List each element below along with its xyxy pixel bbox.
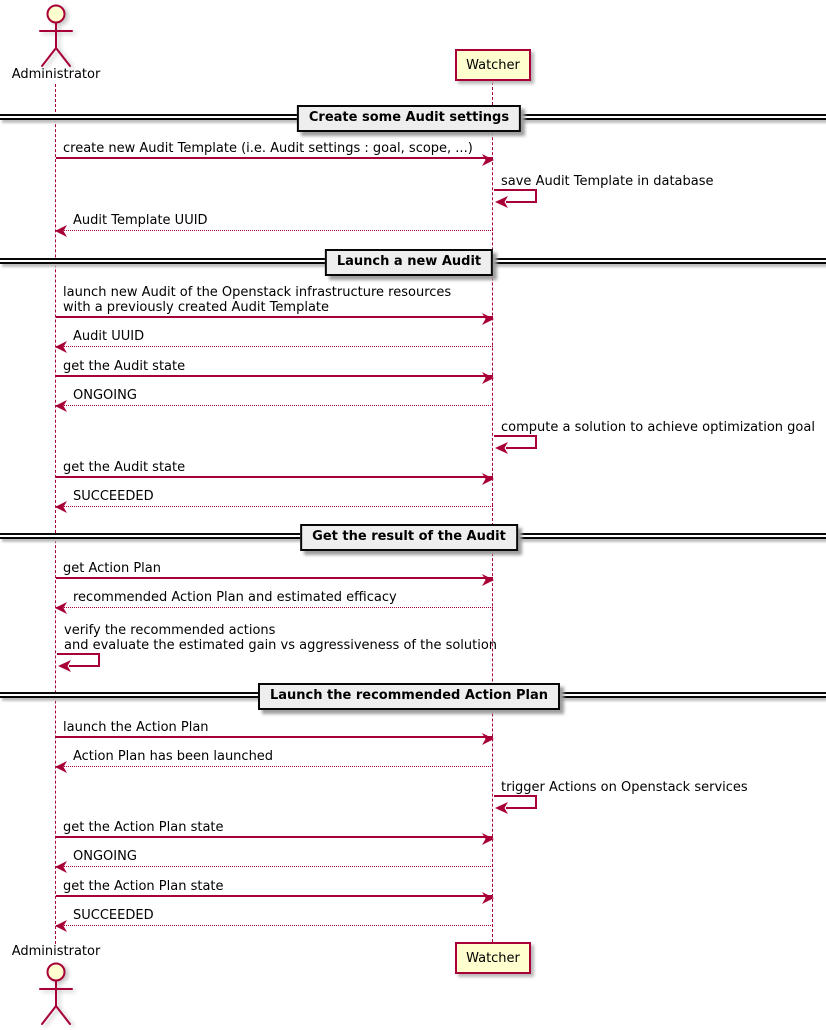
message-label-line: recommended Action Plan and estimated efficacy xyxy=(73,590,397,605)
self-message-loop xyxy=(493,435,541,455)
arrowhead-right-icon xyxy=(481,832,495,846)
section-divider-box xyxy=(258,683,560,710)
message-label xyxy=(73,749,273,764)
message-label xyxy=(63,879,224,894)
participant-label-watcher-top: Watcher xyxy=(466,57,520,73)
arrowhead-right-icon xyxy=(481,472,495,486)
message-arrow xyxy=(56,736,493,738)
arrowhead-left-icon xyxy=(54,601,68,615)
message-label xyxy=(63,141,473,156)
section-divider-label: Create some Audit settings xyxy=(308,110,510,125)
self-message-loop xyxy=(493,189,541,209)
message-arrow xyxy=(56,836,493,838)
self-message-label-line: compute a solution to achieve optimization goal xyxy=(501,420,815,435)
message-arrow xyxy=(56,766,493,767)
arrowhead-left-icon xyxy=(54,919,68,933)
message-label xyxy=(73,590,397,605)
message-label-line: get the Audit state xyxy=(63,460,186,475)
arrowhead-left-icon xyxy=(54,399,68,413)
self-message-label xyxy=(64,623,497,653)
self-message-loop xyxy=(493,795,541,815)
arrowhead-left-icon xyxy=(54,340,68,354)
message-label xyxy=(63,359,185,374)
arrowhead-left-icon xyxy=(54,860,68,874)
message-label-line: Audit Template UUID xyxy=(73,213,208,228)
message-label xyxy=(63,285,451,315)
arrowhead-right-icon xyxy=(481,891,495,905)
message-label xyxy=(63,561,161,576)
message-label-line: get the Action Plan state xyxy=(63,879,224,894)
section-divider-box xyxy=(297,105,521,132)
message-label-line: get Action Plan xyxy=(63,561,161,576)
message-label xyxy=(73,489,154,504)
message-label-line: launch new Audit of the Openstack infrastructure resources xyxy=(63,285,452,300)
message-label-line: create new Audit Template (i.e. Audit settings : goal, scope, ...) xyxy=(63,141,473,156)
section-divider-box xyxy=(325,249,493,276)
message-label-line: Action Plan has been launched xyxy=(73,749,274,764)
arrowhead-right-icon xyxy=(481,153,495,167)
message-arrow xyxy=(56,405,493,406)
arrowhead-right-icon xyxy=(481,573,495,587)
arrowhead-right-icon xyxy=(481,371,495,385)
message-label-line: Audit UUID xyxy=(73,329,145,344)
section-divider-label: Launch a new Audit xyxy=(336,254,482,269)
section-divider-label: Get the result of the Audit xyxy=(312,529,506,544)
message-label xyxy=(73,908,154,923)
message-arrow xyxy=(56,476,493,478)
self-message-loop xyxy=(56,653,104,673)
message-label-line: SUCCEEDED xyxy=(73,489,154,504)
self-message-label-line: and evaluate the estimated gain vs aggressiveness of the solution xyxy=(64,638,498,653)
message-label-line: get the Action Plan state xyxy=(63,820,224,835)
message-label xyxy=(73,388,137,403)
message-label xyxy=(73,849,137,864)
actor-icon-administrator-bottom xyxy=(31,958,81,1026)
message-arrow xyxy=(56,157,493,159)
actor-label-administrator-top: Administrator xyxy=(11,67,101,82)
self-message-label-line: save Audit Template in database xyxy=(501,174,714,189)
message-label-line: get the Audit state xyxy=(63,359,186,374)
self-message-label xyxy=(501,780,748,795)
lifeline-administrator xyxy=(55,84,56,944)
section-divider-label: Launch the recommended Action Plan xyxy=(269,688,549,703)
message-arrow xyxy=(56,607,493,608)
message-arrow xyxy=(56,506,493,507)
arrowhead-left-icon xyxy=(54,760,68,774)
message-label-line: launch the Action Plan xyxy=(63,720,209,735)
message-arrow xyxy=(56,895,493,897)
message-arrow xyxy=(56,866,493,867)
self-message-label xyxy=(501,420,815,435)
self-message-label-line: verify the recommended actions xyxy=(64,623,276,638)
arrowhead-right-icon xyxy=(481,312,495,326)
message-arrow xyxy=(56,346,493,347)
message-label xyxy=(63,820,224,835)
message-label xyxy=(63,460,185,475)
participant-box-watcher-top xyxy=(455,49,531,81)
participant-box-watcher-bottom xyxy=(455,942,531,974)
message-label xyxy=(73,213,208,228)
message-arrow xyxy=(56,316,493,318)
actor-icon-administrator-top xyxy=(31,4,81,68)
actor-label-administrator-bottom: Administrator xyxy=(11,944,101,959)
message-arrow xyxy=(56,577,493,579)
message-label-line: with a previously created Audit Template xyxy=(63,300,330,315)
arrowhead-right-icon xyxy=(481,732,495,746)
message-arrow xyxy=(56,230,493,231)
message-label xyxy=(63,720,209,735)
section-divider-box xyxy=(300,524,518,551)
participant-label-watcher-bottom: Watcher xyxy=(466,950,520,966)
message-arrow xyxy=(56,925,493,926)
message-label-line: ONGOING xyxy=(73,849,137,864)
arrowhead-left-icon xyxy=(54,224,68,238)
message-label-line: SUCCEEDED xyxy=(73,908,154,923)
message-arrow xyxy=(56,375,493,377)
message-label-line: ONGOING xyxy=(73,388,137,403)
arrowhead-left-icon xyxy=(54,500,68,514)
self-message-label xyxy=(501,174,714,189)
self-message-label-line: trigger Actions on Openstack services xyxy=(501,780,748,795)
message-label xyxy=(73,329,144,344)
